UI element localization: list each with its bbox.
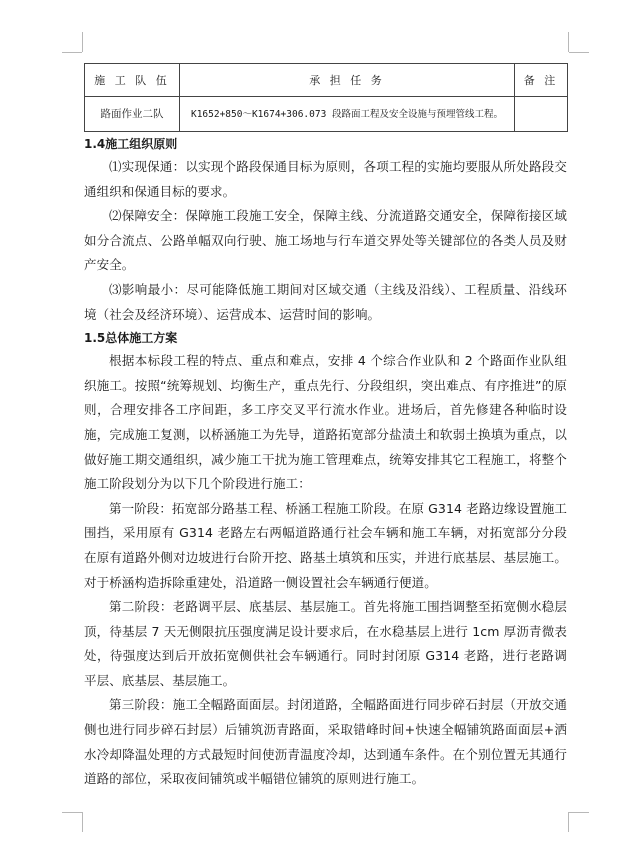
plan-paragraph-stage-1: 第一阶段：拓宽部分路基工程、桥涵工程施工阶段。在原 G314 老路边缘设置施工围挡，采用原有 G314 老路左右两幅道路通行社会车辆和施工车辆，对拓宽部分分段在原有道路外侧对边坡进行台阶开挖、路基土填筑和压实，并进行底基层、基层施工。对于桥涵构造拆除重建处，沿道路一侧设置社会车辆通行便道。 — [84, 500, 567, 590]
crop-mark-bottom-left-h — [62, 812, 82, 813]
header-note: 备 注 — [515, 64, 568, 97]
principle-item-2: ⑵保障安全：保障施工段施工安全，保障主线、分流道路交通安全，保障衔接区域如分合流点、公路单幅双向行驶、施工场地与行车道交界处等关键部位的各类人员及财产安全。 — [84, 208, 567, 273]
principle-item-3: ⑶影响最小：尽可能降低施工期间对区域交通（主线及沿线）、工程质量、沿线环境（社会及经济环境）、运营成本、运营时间的影响。 — [84, 281, 567, 322]
plan-paragraph-stage-2: 第二阶段：老路调平层、底基层、基层施工。首先将施工围挡调整至拓宽侧水稳层顶，待基层 7 天无侧限抗压强度满足设计要求后，在水稳基层上进行 1cm 厚沥青微表处，待强度达到后开放拓宽侧供社会车辆通行。同时封闭原 G314 老路，进行老路调平层、底基层、基层施工。 — [84, 599, 567, 688]
document-body — [84, 133, 567, 792]
cell-task: K1652+850～K1674+306.073 段路面工程及安全设施与预埋管线工程。 — [180, 97, 515, 132]
header-team: 施 工 队 伍 — [85, 64, 180, 97]
crew-task-table — [84, 63, 568, 132]
cell-note — [515, 97, 568, 132]
section-heading-1-5: 1.5总体施工方案 — [84, 331, 178, 346]
plan-paragraph-stage-3: 第三阶段：施工全幅路面面层。封闭道路，全幅路面进行同步碎石封层（开放交通侧也进行同步碎石封层）后铺筑沥青路面，采取错峰时间+快速全幅铺筑路面面层+洒水冷却降温处理的方式最短时间使沥青温度冷却，达到通车条件。在个别位置无其通行道路的部位，采取夜间铺筑或半幅错位铺筑的原则进行施工。 — [84, 697, 567, 787]
section-heading-1-4: 1.4施工组织原则 — [84, 137, 178, 151]
crop-mark-bottom-right-h — [569, 812, 589, 813]
cell-team: 路面作业二队 — [85, 97, 180, 132]
crop-mark-bottom-right-v — [568, 812, 569, 832]
crop-mark-top-right-h — [569, 52, 589, 53]
crop-mark-top-left-h — [62, 52, 82, 53]
plan-paragraph-intro: 根据本标段工程的特点、重点和难点，安排 4 个综合作业队和 2 个路面作业队组织施工。按照“统筹规划、均衡生产，重点先行、分段组织，突出难点、有序推进”的原则，合理安排各工序间距，多工序交叉平行流水作业。进场后，首先修建各种临时设施，完成施工复测，以桥涵施工为先导，道路拓宽部分盐渍土和软弱土换填为重点，以做好施工期交通组织，减少施工干扰为施工管理难点，统筹安排其它工程施工，将整个施工阶段划分为以下几个阶段进行施工： — [84, 353, 567, 492]
header-task: 承 担 任 务 — [180, 64, 515, 97]
principle-item-1: ⑴实现保通：以实现个路段保通目标为原则，各项工程的实施均要服从所处路段交通组织和保通目标的要求。 — [84, 159, 567, 199]
crop-mark-bottom-left-v — [82, 812, 83, 832]
crop-mark-top-right-v — [568, 32, 569, 52]
crop-mark-top-left-v — [82, 32, 83, 52]
table-row — [85, 97, 568, 132]
table-header-row — [85, 64, 568, 97]
